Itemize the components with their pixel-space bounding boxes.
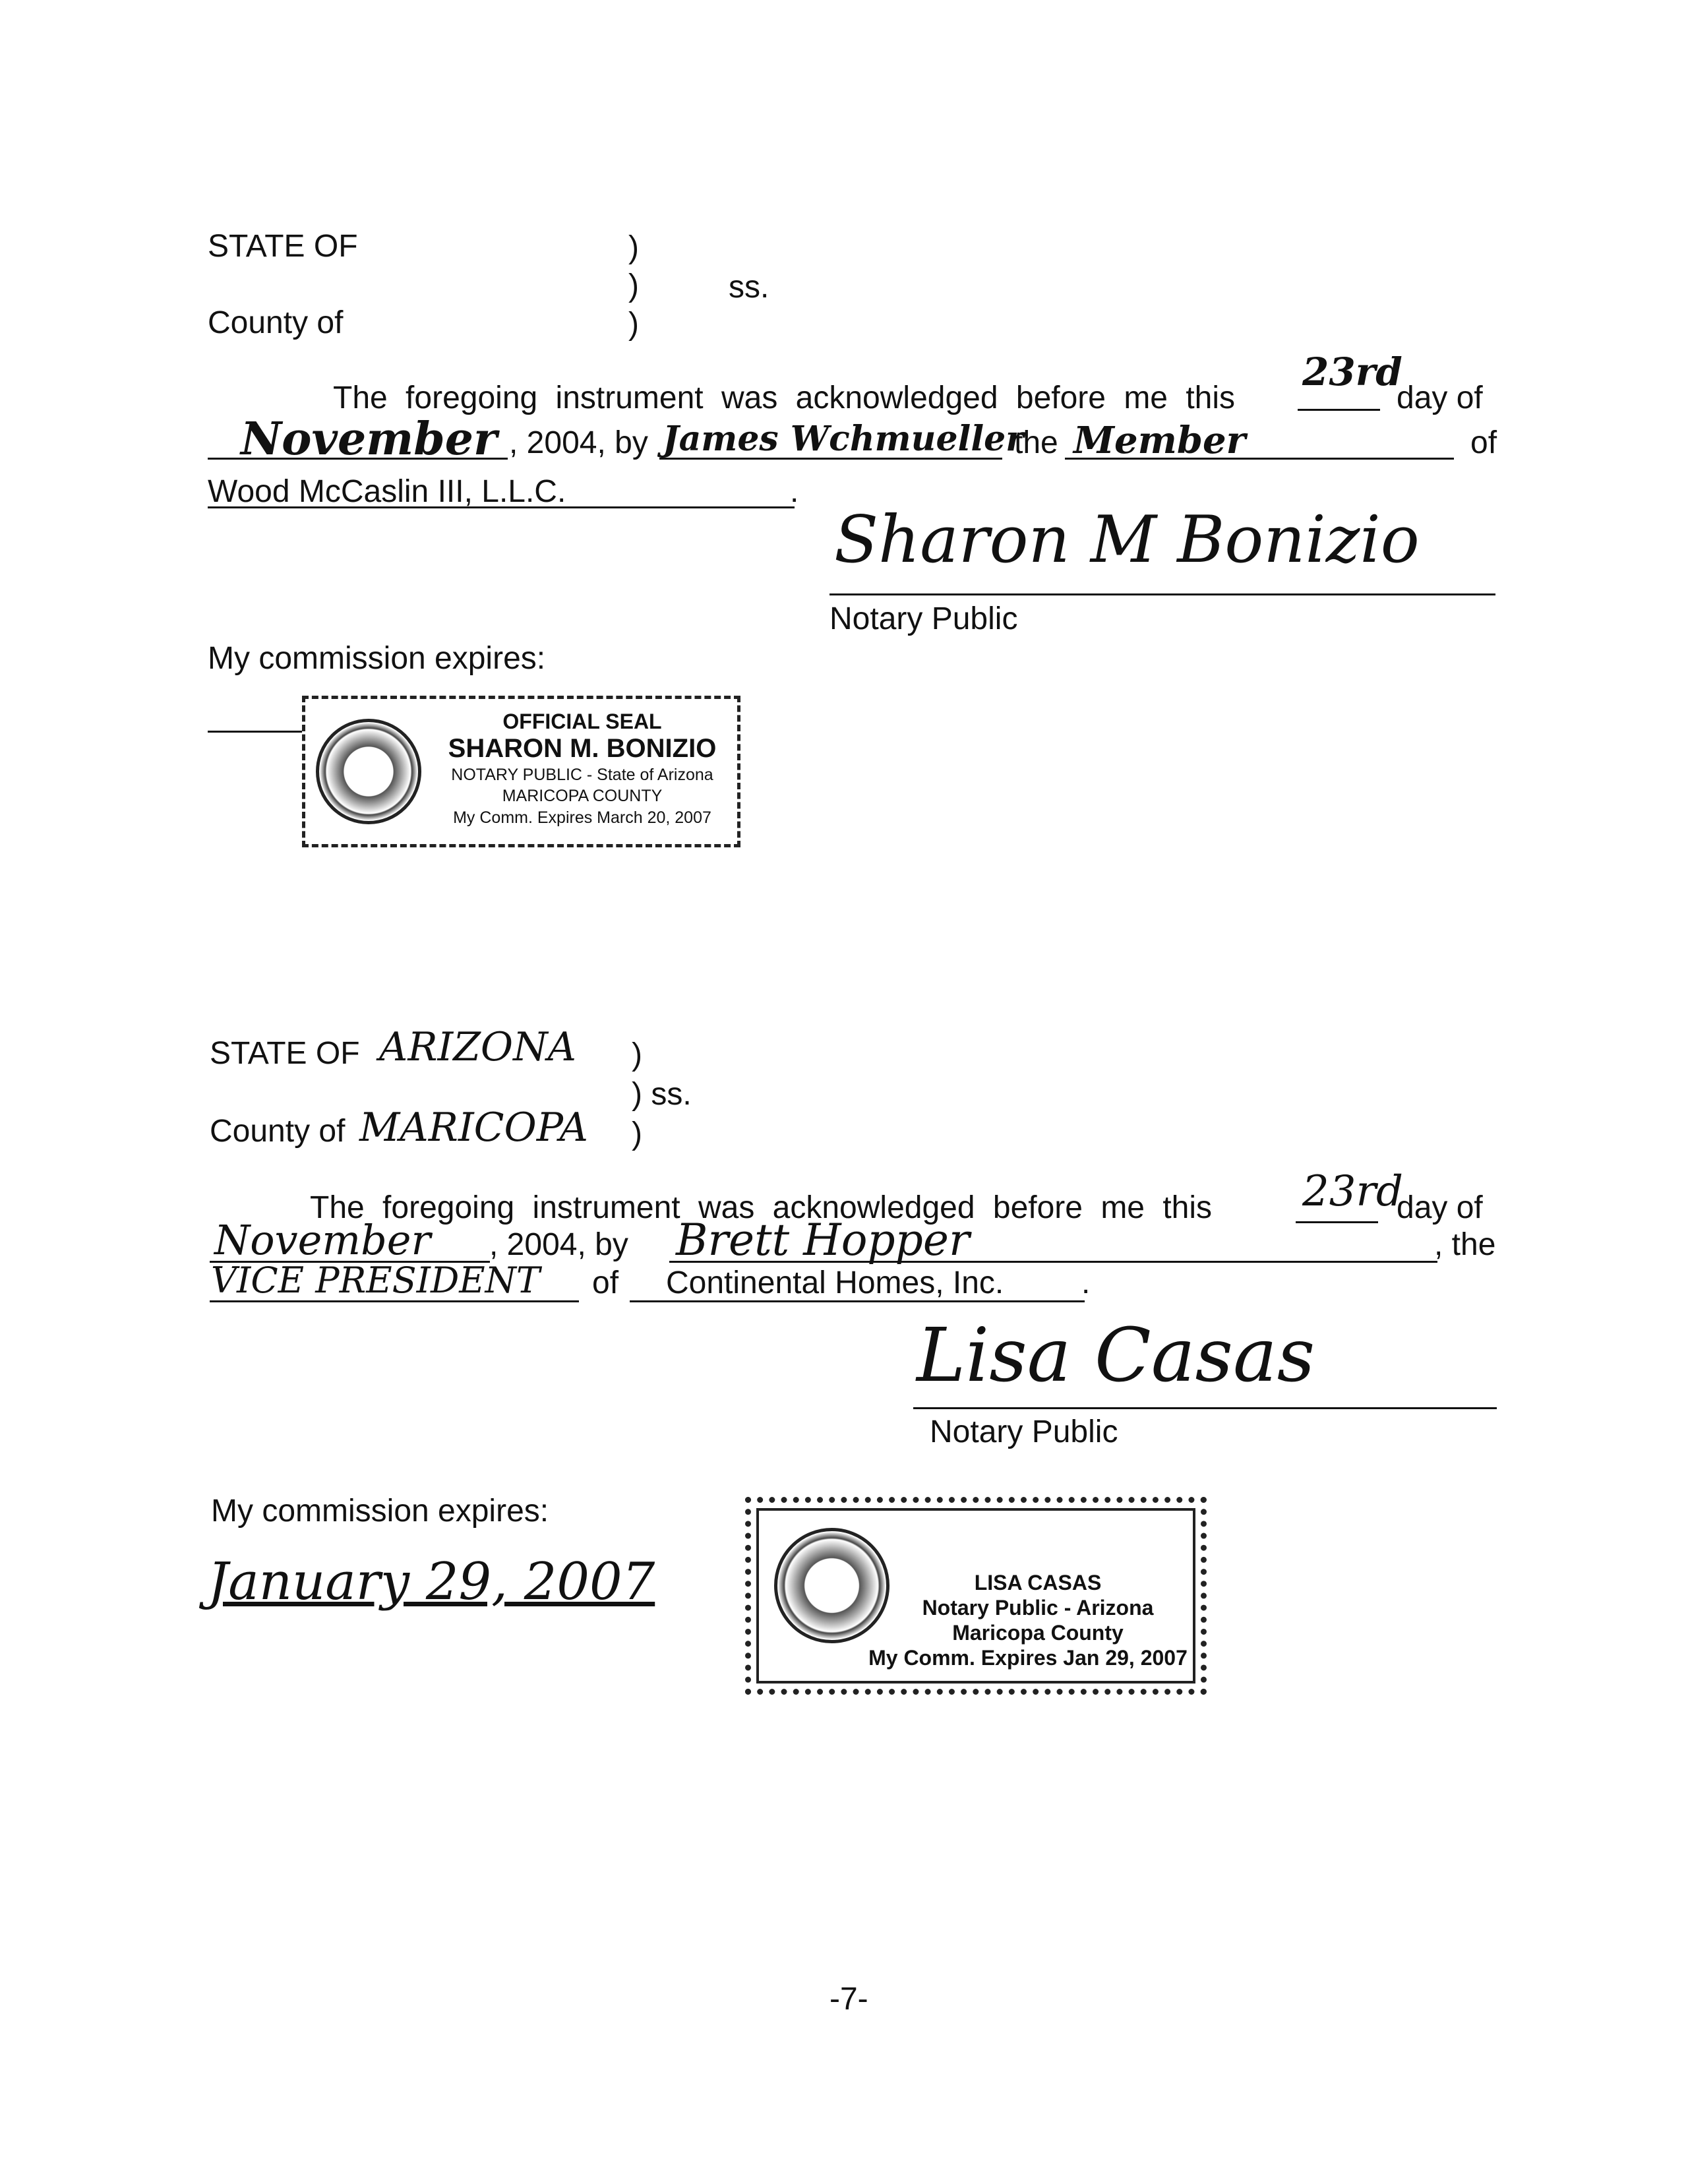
ack1-seal-line1: NOTARY PUBLIC - State of Arizona xyxy=(451,766,713,784)
ack2-of: of xyxy=(592,1265,619,1300)
ack2-name-handwritten: Brett Hopper xyxy=(676,1215,970,1265)
ack2-signature-line xyxy=(913,1407,1497,1409)
ack1-title-handwritten: Member xyxy=(1073,419,1246,462)
ack2-expires-handwritten: January 29, 2007 xyxy=(208,1552,655,1612)
ack1-day-line xyxy=(1298,409,1380,411)
ack1-seal-line2: MARICOPA COUNTY xyxy=(502,787,663,805)
ack2-county-handwritten: MARICOPA xyxy=(359,1105,588,1151)
ack1-seal-name: SHARON M. BONIZIO xyxy=(448,734,717,763)
ack1-month-handwritten: November xyxy=(241,413,497,466)
ack2-stamp-name: LISA CASAS xyxy=(974,1571,1102,1594)
page-number: -7- xyxy=(829,1982,868,2017)
ack1-ss: ss. xyxy=(729,270,769,305)
ack2-state-label: STATE OF xyxy=(210,1036,360,1071)
ack1-seal-header: OFFICIAL SEAL xyxy=(502,710,662,733)
ack2-year-by: , 2004, by xyxy=(489,1227,628,1262)
ack1-year-by: , 2004, by xyxy=(509,425,648,460)
ack1-period: . xyxy=(790,474,799,509)
ack1-sentence-part1: The foregoing instrument was acknowledged before me this xyxy=(333,380,1236,415)
ack2-signature: Lisa Casas xyxy=(917,1313,1315,1399)
ack1-state-seal-icon xyxy=(316,719,421,824)
ack2-sentence-part1: The foregoing instrument was acknowledged before me this xyxy=(310,1190,1213,1225)
ack1-paren-3: ) xyxy=(628,307,639,342)
ack2-day-line xyxy=(1296,1221,1378,1223)
ack2-county-label: County of xyxy=(210,1114,346,1149)
ack1-entity-line xyxy=(208,506,795,508)
ack1-the: the xyxy=(1014,425,1058,460)
ack1-of: of xyxy=(1470,425,1497,460)
ack1-day-of: day of xyxy=(1397,380,1483,415)
ack1-signature-line xyxy=(829,593,1495,595)
ack2-month-handwritten: November xyxy=(214,1216,431,1264)
ack1-paren-1: ) xyxy=(628,230,639,265)
ack2-notary-label: Notary Public xyxy=(930,1414,1118,1449)
ack2-day-handwritten: 23rd xyxy=(1302,1167,1403,1216)
ack2-period: . xyxy=(1081,1265,1091,1300)
ack1-entity: Wood McCaslin III, L.L.C. xyxy=(208,474,566,509)
ack1-official-seal xyxy=(302,696,740,847)
ack2-stamp-line2: Maricopa County xyxy=(952,1621,1124,1645)
ack2-entity: Continental Homes, Inc. xyxy=(666,1265,1004,1300)
ack1-seal-line3: My Comm. Expires March 20, 2007 xyxy=(453,808,711,827)
ack1-commission-label: My commission expires: xyxy=(208,641,546,676)
ack1-paren-2: ) xyxy=(628,268,639,303)
ack2-paren-3: ) xyxy=(632,1116,642,1151)
ack2-notary-stamp xyxy=(745,1497,1207,1695)
ack2-title-handwritten: VICE PRESIDENT xyxy=(211,1259,540,1301)
ack2-ss: ) ss. xyxy=(632,1077,692,1112)
ack1-day-handwritten: 23rd xyxy=(1302,349,1402,394)
ack1-state-label: STATE OF xyxy=(208,229,358,264)
ack1-name-handwritten: James Wchmueller xyxy=(663,419,1024,459)
ack2-the: , the xyxy=(1434,1227,1496,1262)
ack2-day-of: day of xyxy=(1397,1190,1483,1225)
ack2-stamp-line1: Notary Public - Arizona xyxy=(922,1596,1154,1620)
ack1-county-label: County of xyxy=(208,305,344,340)
ack1-notary-label: Notary Public xyxy=(829,601,1018,636)
ack1-commission-line xyxy=(208,731,303,733)
ack1-signature: Sharon M Bonizio xyxy=(834,502,1420,578)
ack2-stamp-line3: My Comm. Expires Jan 29, 2007 xyxy=(868,1646,1188,1670)
ack2-entity-line xyxy=(630,1300,1085,1302)
ack2-commission-label: My commission expires: xyxy=(211,1494,549,1529)
ack2-state-seal-icon xyxy=(774,1528,889,1643)
ack2-state-handwritten: ARIZONA xyxy=(379,1024,576,1070)
ack2-paren-1: ) xyxy=(632,1037,642,1072)
